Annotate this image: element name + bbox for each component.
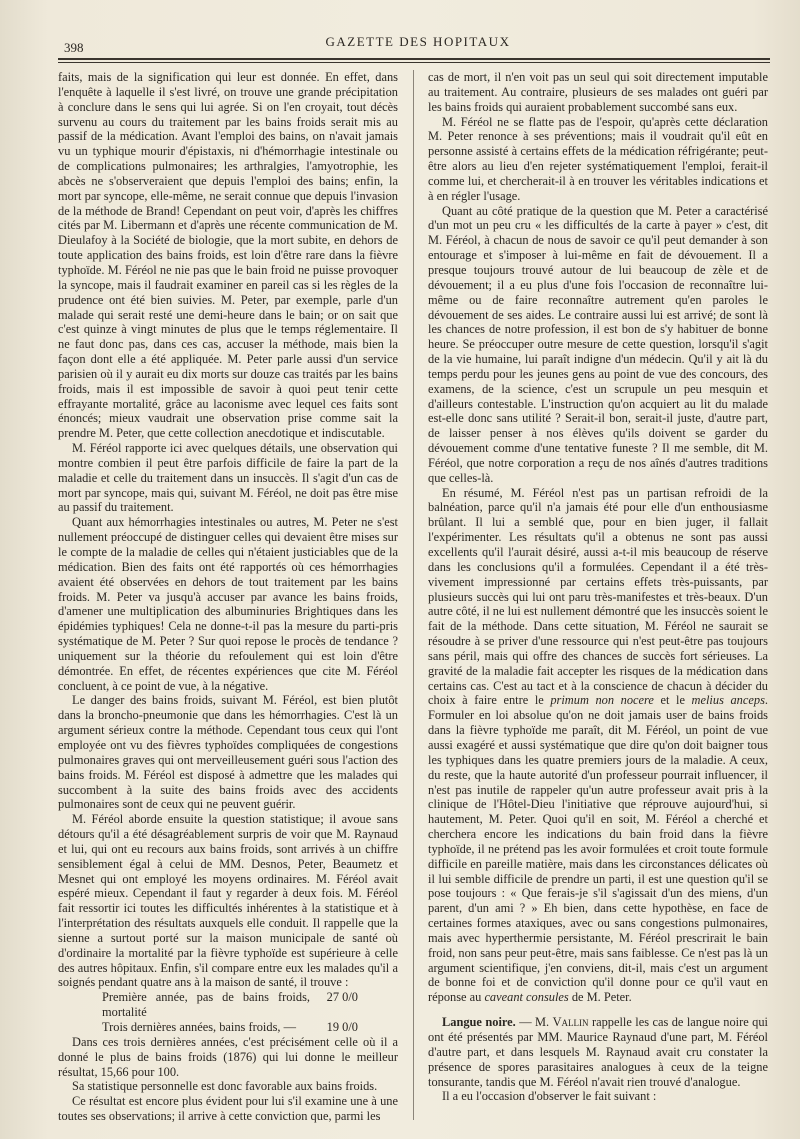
text-run: . Formuler en loi absolue qu'on ne doit jamais user de bains froids dans la fièvre typhoïde me paraît, dit M. Féréol, un point de vue aussi exagéré et aussi systématique que dire qu'on doit baigner tous les typhiques dans les quatre premiers jours de la maladie. A ceux, du reste, que la haute autorité d'un professeur pourrait influencer, il n'est pas inutile de rappeler qu'un autre professeur avait pris à la clinique de l'Hôtel-Dieu l'initiative que réprouve aujourd'hui, si hautement, M. Peter. Quoi qu'il en soit, M. Féréol a cherché et cherchera encore les indications du bain froid dans la fièvre typhoïde, il ne prétend pas les avoir formulées et croit toute formule difficile en pareille matière, mais dans les circonstances délicates où il lui semble difficile de prendre un parti, il est une question qu'il se pose toujours : « Que ferais-je s'il s'agissait d'un des miens, d'un parent, d'un ami ? » Eh bien, dans cette hypothèse, en face de certaines formes ataxiques, avec ou sans congestions pulmonaires, mais avec hyperthermie persistante, M. Féréol prescrirait le bain froid, non sans peur peut-être, mais sans faiblesse. Ce n'est pas là un argument scientifique, j'en conviens, dit-il, mais c'est un argument de bonne foi et de conviction qu'il donne pour ce qu'il vaut en réponse au bbox=[428, 693, 768, 1005]
latin-phrase: caveant consules bbox=[484, 990, 569, 1005]
page-number: 398 bbox=[64, 40, 84, 55]
stat-label: Trois dernières années, bains froids, — bbox=[102, 1020, 296, 1034]
mortality-stat-row bbox=[58, 1020, 398, 1035]
mortality-stat-row bbox=[58, 990, 398, 1020]
paragraph: M. Féréol aborde ensuite la question statistique; il avoue sans détours qu'il a été désagréablement surpris de voir que M. Raynaud et lui, qui ont eu recours aux bains froids, sont arrivés à un chiffre sensiblement égal à celui de MM. Desnos, Peter, Beaumetz et Mesnet qui ont employé les moyens ordinaires. M. Féréol avait espéré mieux. Cependant il faut y regarder à deux fois. M. Féréol fait ressortir ici toutes les difficultés inhérentes à la statistique et à l'interprétation des résultats auxquels elle conduit. Il rappelle que la sienne a surtout porté sur la maison municipale de santé où d'ordinaire la mortalité par la fièvre typhoïde est supérieure à celle des autres hôpitaux. Enfin, s'il compare entre eux les malades qu'il a soignés pendant quatre ans à la maison de santé, il trouve : bbox=[58, 812, 398, 990]
paragraph: Dans ces trois dernières années, c'est précisément celle où il a donné le plus de bains froids (1876) qui lui donne le meilleur résultat, 15,66 pour 100. bbox=[58, 1034, 398, 1079]
author-name: Vallin bbox=[552, 1015, 589, 1030]
paragraph: Sa statistique personnelle est donc favorable aux bains froids. bbox=[72, 1079, 378, 1094]
paragraph: Ce résultat est encore plus évident pour lui s'il examine une à une toutes ses observations; il arrive à cette conviction que, parmi les bbox=[58, 1094, 398, 1124]
column-divider bbox=[413, 70, 414, 1120]
latin-phrase: primum non nocere bbox=[550, 693, 654, 708]
left-column bbox=[58, 70, 398, 1130]
paragraph: cas de mort, il n'en voit pas un seul qui soit directement imputable au traitement. Au contraire, plusieurs de ses malades ont guéri par les bains froids qui auraient probablement succombé sans eux. bbox=[428, 70, 768, 114]
header-rule bbox=[58, 58, 770, 63]
latin-phrase: melius anceps bbox=[691, 693, 765, 708]
text-run: — M. bbox=[515, 1015, 553, 1030]
section-heading: Langue noire. bbox=[442, 1015, 516, 1030]
paragraph: M. Féréol ne se flatte pas de l'espoir, qu'après cette déclaration M. Peter renonce à ses préventions; mais il voudrait qu'il eût en personne assisté à certains effets de la médication réfrigérante; peut-être alors au lieu d'en rejeter systématiquement l'emploi, ferait-il comme lui, et chercherait-il à en trouver les véritables indications et à en régler l'usage. bbox=[428, 114, 768, 203]
stat-label: Première année, pas de bains froids, mortalité bbox=[102, 990, 310, 1020]
journal-title: GAZETTE DES HOPITAUX bbox=[325, 34, 511, 49]
paragraph: Il a eu l'occasion d'observer le fait suivant : bbox=[442, 1089, 657, 1104]
text-run: et le bbox=[653, 693, 692, 708]
stat-value: 27 0/0 bbox=[326, 990, 358, 1005]
paragraph: Le danger des bains froids, suivant M. Féréol, est bien plutôt dans la broncho-pneumonie que dans les hémorrhagies. C'est là un argument sérieux contre la méthode. Cependant tous ceux qui l'ont employée ont vu des fièvres typhoïdes compliquées de congestions pulmonaires graves qui ont merveilleusement guéri sous l'action des bains froids. M. Féréol est disposé à admettre que les malades qui succombent à la suite des bains froids avec des accidents pulmonaires sont de ceux qui ne peuvent guérir. bbox=[58, 693, 398, 812]
paragraph bbox=[428, 486, 768, 1006]
text-run: En résumé, M. Féréol n'est pas un partisan refroidi de la balnéation, parce qu'il n'a jamais été pour elle d'un enthousiasme brûlant. Il lui a semblé que, pour en bien juger, il fallait l'expérimenter. Les résultats qu'il a obtenus ne sont pas aussi excellents qu'il l'aurait désiré, aussi a-t-il mis beaucoup de réserve dans les conclusions qu'il a formulées. Cependant il a été très-vivement impressionné par certains effets très-puissants, par plusieurs succès qui lui ont paru très-manifestes et très-beaux. D'un autre côté, il ne lui est nullement démontré que les insuccès soient le fait de la méthode. Dans cette situation, M. Féréol ne saurait se résoudre à se priver d'une ressource qui n'est peut-être pas toujours sans péril, mais qui offre des chances de succès fort sérieuses. La gravité de la maladie fait accepter les risques de la médication dans certains cas. C'est au tact et à la conscience de chacun à décider du choix à faire entre le bbox=[428, 485, 768, 708]
paragraph: M. Féréol rapporte ici avec quelques détails, une observation qui montre combien il peut être parfois difficile de faire la part de la maladie et celle du traitement dans un insuccès. Il s'agit d'un cas de mort par syncope, mais qui, suivant M. Féréol, ne doit pas être mise au passif du traitement. bbox=[58, 441, 398, 515]
article-columns bbox=[58, 70, 770, 1130]
section-paragraph bbox=[428, 1015, 768, 1089]
spacer bbox=[428, 1005, 768, 1015]
paragraph: Quant aux hémorrhagies intestinales ou autres, M. Peter ne s'est nullement préoccupé de distinguer celles qui devaient être mises sur le compte de la maladie de celles qui n'étaient justiciables que de la médication. Bien des faits ont été rapportés où ces hémorrhagies avaient été observées en dehors de tout traitement par les bains froids. M. Peter va jusqu'à accuser par avance les bains froids, d'amener une multiplication des albuminuries Brightiques dans les épidémies typhiques! Cela ne donne-t-il pas la mesure du parti-pris systématique de M. Peter ? Sur quoi repose le procès de tendance ? uniquement sur la théorie du refoulement qui est loin d'être démontrée. En effet, de récentes expériences que cite M. Féréol concluent, à ce point de vue, à la négative. bbox=[58, 515, 398, 693]
text-run: rappelle les cas de langue noire qui ont été présentés par MM. Maurice Raynaud d'une part, M. Féréol d'autre part, et dans lesquels M. Raynaud avait cru constater la présence de spores parasitaires analogues à ceux de la teigne tonsurante, tandis que M. Féréol n'avait rien trouvé d'analogue. bbox=[428, 1015, 768, 1089]
paragraph: faits, mais de la signification qui leur est donnée. En effet, dans l'enquête à laquelle il s'est livré, on trouve une grande précipitation à conclure dans le sens qui lui agrée. Si on l'en croyait, tout décès survenu au cours du traitement par les bains froids serait mis au passif de la médication. Avant l'emploi des bains, on n'avait jamais vu un typhique mourir d'épistaxis, ni d'hémorrhagie intestinale ou de complications pulmonaires; les arthralgies, l'amyotrophie, les abcès ne s'observeraient que depuis l'emploi des bains; enfin, la mort par syncope, elle-même, ne serait connue que depuis l'invasion de la méthode de Brand! Cependant on peut voir, d'après les chiffres cités par M. Libermann et d'après une récente communication de M. Dieulafoy à la Société de biologie, que la mort subite, en dehors de toute application des bains froids, est loin d'être rare dans la fièvre typhoïde. M. Féréol ne nie pas que le bain froid ne puisse provoquer la syncope, mais il faudrait examiner en pareil cas si les règles de la prudence ont été bien suivies. M. Peter, par exemple, parle d'un malade qui serait resté une demi-heure dans le bain; or on sait que c'est quinze à vingt minutes de plus que le temps réglementaire. Il ne faut donc pas, dans ces cas, accuser la méthode, mais bien la façon dont elle a été appliquée. M. Peter parle aussi d'un service parisien où il y aurait eu dix morts sur douze cas traités par les bains froids, mais il est impossible de savoir à quoi peut tenir cette effrayante mortalité, grâce au laconisme avec lequel ces faits sont énoncés; mieux vaudrait une observation prise comme sait la prendre M. Peter, que cette collection anecdotique et indiscutable. bbox=[58, 70, 398, 441]
paragraph: Quant au côté pratique de la question que M. Peter a caractérisé d'un mot un peu cru « les difficultés de la carte à payer » c'est, dit M. Féréol, à chacun de nous de savoir ce qu'il peut demander à son entourage et s'imposer à lui-même en fait de dévouement. Il a presque toujours trouvé autour de lui beaucoup de zèle et de dévouement; il a eu plus d'une fois l'occasion de reconnaître lui-même ou de faire reconnaître autrement qu'en paroles le dévouement de ses aides. Le contraire aussi lui est arrivé; de sont là les chances de notre profession, il est bon de s'y habituer de bonne heure. Se préoccuper outre mesure de cette question, lorsqu'il s'agit de la vie humaine, lui paraît indigne d'un médecin. Qu'il y ait là du temps perdu pour les jeunes gens au point de vue des concours, des examens, de la science, c'est un scrupule un peu mesquin et d'ailleurs contestable. L'instruction qu'on acquiert au lit du malade est-elle donc sans utilité ? Serait-il bon, serait-il juste, d'autre part, de laisser penser à nos élèves qu'ils doivent se garder du dévouement comme d'une tentative funeste ? Il me semble, dit M. Féréol, que notre corporation a reçu de nos aînés d'autres traditions que celles-là. bbox=[428, 203, 768, 485]
text-run: de M. Peter. bbox=[568, 990, 632, 1005]
stat-value: 19 0/0 bbox=[326, 1020, 358, 1034]
page-header bbox=[58, 32, 778, 58]
right-column bbox=[428, 70, 768, 1130]
